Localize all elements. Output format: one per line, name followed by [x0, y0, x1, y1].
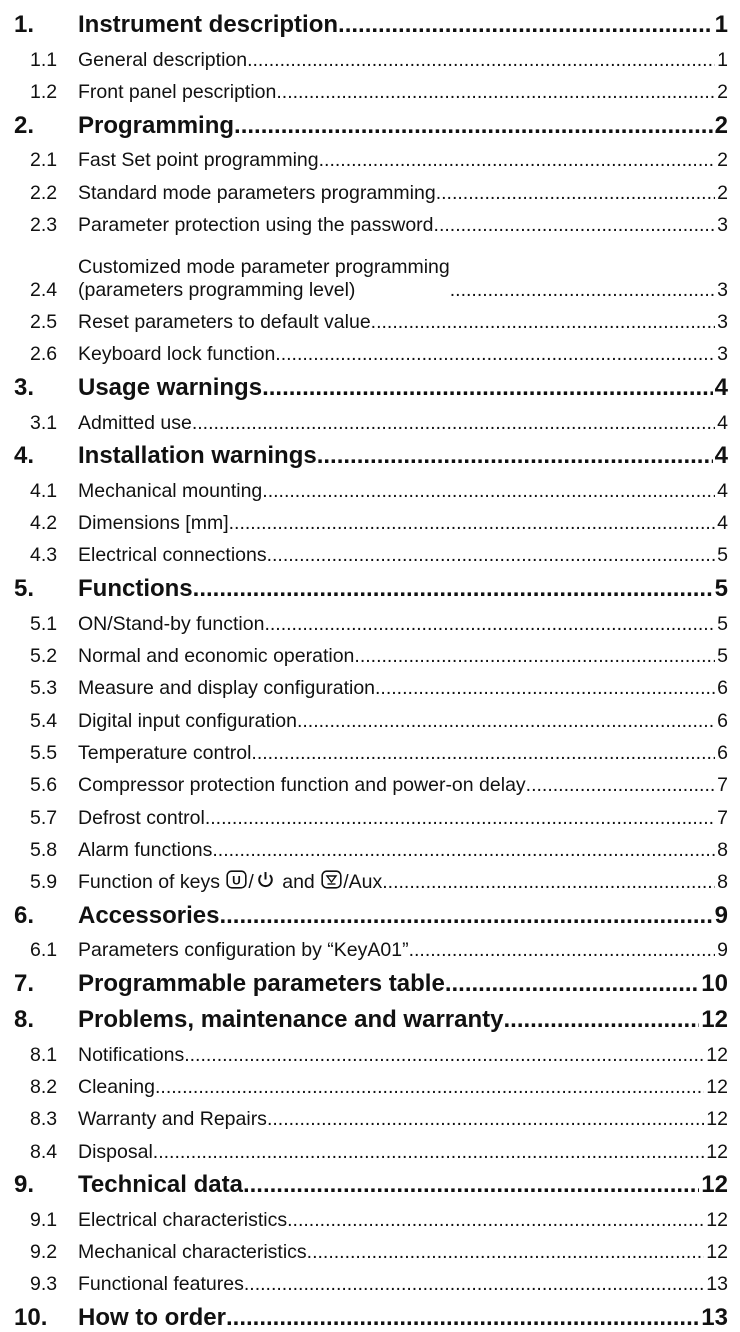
dot-leader: [219, 902, 712, 930]
toc-subsection-row[interactable]: [14, 402, 728, 434]
toc-section-row[interactable]: [14, 567, 728, 603]
toc-page-number: 7: [717, 806, 728, 829]
dot-leader: [193, 575, 713, 603]
dot-leader: [382, 871, 715, 893]
toc-subsection-title: Front panel pescription: [78, 81, 277, 104]
toc-page-number: 5: [717, 612, 728, 635]
toc-subsection-title: Fast Set point programming: [78, 149, 319, 172]
toc-subsection-title: Keyboard lock function: [78, 343, 276, 366]
dot-leader: [244, 1273, 704, 1295]
toc-subsection-title: Customized mode parameter programming (parameters programming level): [78, 256, 450, 301]
toc-section-row[interactable]: [14, 962, 728, 998]
toc-page-number: 7: [717, 774, 728, 797]
down-key-icon: [321, 869, 342, 890]
toc-subsection-row[interactable]: [14, 1066, 728, 1098]
toc-subsection-row[interactable]: [14, 1034, 728, 1066]
dot-leader: [371, 311, 715, 333]
toc-page-number: 4: [717, 512, 728, 535]
dot-leader: [184, 1044, 704, 1066]
toc-section-number: 5.: [14, 575, 35, 603]
toc-page-number: 3: [717, 343, 728, 366]
toc-subsection-number: 5.8: [30, 838, 58, 861]
dot-leader: [287, 1209, 704, 1231]
toc-section-title: Instrument description: [78, 11, 339, 39]
toc-page-number: 5: [717, 544, 728, 567]
dot-leader: [153, 1141, 705, 1163]
toc-section-number: 8.: [14, 1006, 35, 1034]
toc-page-number: 2: [717, 181, 728, 204]
dot-leader: [450, 279, 715, 301]
toc-subsection-row[interactable]: [14, 1131, 728, 1163]
toc-subsection-number: 5.1: [30, 612, 58, 635]
toc-subsection-row[interactable]: [14, 1199, 728, 1231]
toc-page-number: 12: [706, 1043, 728, 1066]
dot-leader: [297, 710, 715, 732]
toc-subsection-row[interactable]: [14, 930, 728, 962]
toc-subsection-title: Electrical connections: [78, 544, 267, 567]
toc-page-number: 1: [714, 11, 728, 39]
dot-leader: [205, 807, 715, 829]
toc-page-number: 12: [706, 1108, 728, 1131]
dot-leader: [375, 677, 715, 699]
dot-leader: [276, 81, 715, 103]
toc-section-row[interactable]: [14, 894, 728, 930]
dot-leader: [434, 214, 716, 236]
toc-page-number: 8: [717, 871, 728, 894]
toc-section-row[interactable]: [14, 434, 728, 470]
dot-leader: [226, 1304, 699, 1332]
toc-page-number: 4: [714, 442, 728, 470]
toc-subsection-row[interactable]: [14, 1264, 728, 1296]
toc-subsection-number: 1.2: [30, 81, 58, 104]
dot-leader: [264, 613, 715, 635]
toc-subsection-title: Admitted use: [78, 411, 192, 434]
toc-subsection-number: 9.1: [30, 1208, 58, 1231]
toc-page-number: 4: [714, 374, 728, 402]
power-icon: [255, 869, 276, 890]
dot-leader: [192, 412, 715, 434]
toc-subsection-number: 4.3: [30, 544, 58, 567]
toc-subsection-title: Function of keys U / and /Aux: [78, 871, 383, 894]
toc-subsection-row[interactable]: [14, 140, 728, 172]
dot-leader: [234, 112, 713, 140]
toc-subsection-number: 6.1: [30, 939, 58, 962]
toc-subsection-title: Parameters configuration by “KeyA01”: [78, 939, 409, 962]
toc-section-title: How to order: [78, 1304, 226, 1332]
toc-page-number: 12: [701, 1006, 728, 1034]
toc-subsection-title: Mechanical mounting: [78, 479, 263, 502]
toc-subsection-number: 2.6: [30, 343, 58, 366]
toc-section-title: Accessories: [78, 901, 220, 929]
toc-subsection-number: 2.4: [30, 278, 58, 301]
toc-section-row[interactable]: [14, 998, 728, 1034]
u-key-icon: [226, 869, 247, 890]
toc-subsection-row[interactable]: [14, 1231, 728, 1263]
toc-subsection-row[interactable]: [14, 204, 728, 236]
dot-leader: [436, 182, 715, 204]
toc-subsection-row[interactable]: [14, 1098, 728, 1130]
dot-leader: [317, 442, 713, 470]
toc-subsection-title-line2: (parameters programming level): [78, 278, 356, 301]
dot-leader: [267, 544, 716, 566]
toc-subsection-number: 3.1: [30, 411, 58, 434]
toc-subsection-row[interactable]: [14, 635, 728, 667]
svg-text:U: U: [232, 873, 242, 888]
dot-leader: [243, 1171, 699, 1199]
toc-page-number: 12: [706, 1208, 728, 1231]
toc-page-number: 5: [717, 645, 728, 668]
toc-subsection-row[interactable]: [14, 301, 728, 333]
toc-subsection-number: 9.3: [30, 1273, 58, 1296]
toc-subsection-row[interactable]: [14, 172, 728, 204]
toc-section-title: Technical data: [78, 1171, 243, 1199]
toc-subsection-number: 2.3: [30, 214, 58, 237]
toc-subsection-row[interactable]: [14, 333, 728, 365]
toc-subsection-title: Alarm functions: [78, 838, 213, 861]
dot-leader: [155, 1076, 704, 1098]
toc-page-number: 10: [701, 970, 728, 998]
toc-section-number: 7.: [14, 970, 35, 998]
toc-page-number: 2: [714, 112, 728, 139]
toc-subsection-number: 8.2: [30, 1076, 58, 1098]
toc-subsection-number: 5.9: [30, 871, 58, 894]
toc-subsection-title: General description: [78, 48, 248, 71]
toc-page-number: 1: [717, 48, 728, 71]
toc-page-number: 12: [706, 1076, 728, 1098]
toc-section-row[interactable]: [14, 1163, 728, 1199]
toc-page-number: 6: [717, 741, 728, 764]
toc-subsection-row[interactable]: [14, 732, 728, 764]
toc-section-title: Programming: [78, 112, 235, 139]
toc-subsection-row[interactable]: [14, 700, 728, 732]
toc-section-title: Programmable parameters table: [78, 970, 445, 998]
toc-subsection-title: Measure and display configuration: [78, 677, 376, 700]
toc-section-row[interactable]: [14, 1296, 728, 1332]
toc-section-title: Problems, maintenance and warranty: [78, 1006, 504, 1034]
toc-page-number: 13: [701, 1304, 728, 1332]
dot-leader: [262, 480, 715, 502]
toc-subsection-number: 4.2: [30, 512, 58, 535]
toc-subsection-row[interactable]: [14, 470, 728, 502]
toc-subsection-title: Normal and economic operation: [78, 645, 355, 668]
toc-subsection-number: 5.5: [30, 741, 58, 764]
toc-subsection-title: Functional features: [78, 1273, 244, 1296]
toc-section-row[interactable]: [14, 104, 728, 140]
toc-section-number: 6.: [14, 901, 35, 929]
toc-subsection-title: Digital input configuration: [78, 709, 297, 732]
toc-page-number: 9: [714, 901, 728, 929]
dot-leader: [319, 149, 716, 171]
toc-subsection-number: 9.2: [30, 1241, 58, 1264]
toc-page-number: 12: [706, 1140, 728, 1163]
toc-subsection-row[interactable]: [14, 667, 728, 699]
toc-subsection-number: 2.2: [30, 181, 58, 204]
toc-subsection-title: Cleaning: [78, 1076, 155, 1098]
toc-subsection-number: 1.1: [30, 48, 58, 71]
toc-subsection-row[interactable]: [14, 502, 728, 534]
toc-subsection-row[interactable]: [14, 764, 728, 796]
toc-section-number: 9.: [14, 1171, 35, 1199]
toc-subsection-number: 8.1: [30, 1043, 58, 1066]
toc-subsection-number: 5.4: [30, 709, 58, 732]
toc-section-number: 1.: [14, 11, 35, 39]
dot-leader: [354, 645, 715, 667]
toc-section-title: Installation warnings: [78, 442, 317, 470]
toc-subsection-title: Mechanical characteristics: [78, 1241, 307, 1264]
toc-section-title: Usage warnings: [78, 374, 263, 402]
toc-page-number: 6: [717, 709, 728, 732]
dot-leader: [251, 742, 715, 764]
toc-subsection-number: 2.1: [30, 149, 58, 172]
toc-subsection-number: 5.3: [30, 677, 58, 700]
toc-subsection-number: 2.5: [30, 310, 58, 333]
toc-subsection-title: Electrical characteristics: [78, 1208, 288, 1231]
toc-page-number: 2: [717, 81, 728, 104]
dot-leader: [275, 343, 715, 365]
toc-section-number: 10.: [14, 1304, 48, 1332]
dot-leader: [262, 374, 713, 402]
toc-page-number: 12: [706, 1241, 728, 1264]
toc-page-number: 9: [717, 939, 728, 962]
dot-leader: [338, 11, 713, 39]
dot-leader: [526, 774, 715, 796]
toc-subsection-row[interactable]: [14, 535, 728, 567]
toc-section-number: 2.: [14, 112, 35, 139]
toc-subsection-title: Disposal: [78, 1140, 153, 1163]
toc-page-number: 3: [717, 278, 728, 301]
toc-page-number: 8: [717, 838, 728, 861]
toc-subsection-title: ON/Stand-by function: [78, 612, 265, 635]
toc-subsection-title: Temperature control: [78, 741, 252, 764]
toc-subsection-number: 5.2: [30, 645, 58, 668]
toc-subsection-number: 8.3: [30, 1108, 58, 1131]
toc-subsection-row[interactable]: [14, 236, 728, 301]
toc-subsection-title: Parameter protection using the password: [78, 214, 434, 237]
toc-section-number: 4.: [14, 442, 35, 470]
toc-subsection-title: Notifications: [78, 1043, 185, 1066]
toc-page-number: 13: [706, 1273, 728, 1296]
toc-subsection-title: Warranty and Repairs: [78, 1108, 267, 1131]
toc-page-number: 3: [717, 310, 728, 333]
toc-subsection-number: 5.7: [30, 806, 58, 829]
dot-leader: [229, 512, 716, 534]
dot-leader: [409, 939, 716, 961]
dot-leader: [445, 970, 699, 998]
toc-page-number: 2: [717, 149, 728, 172]
toc-page-number: 3: [717, 214, 728, 237]
toc-section-row[interactable]: [14, 366, 728, 402]
toc-subsection-title: Dimensions [mm]: [78, 512, 229, 535]
toc-subsection-row[interactable]: [14, 71, 728, 103]
dot-leader: [267, 1108, 704, 1130]
toc-subsection-number: 5.6: [30, 774, 58, 797]
toc-subsection-title: Standard mode parameters programming: [78, 181, 436, 204]
table-of-contents: [14, 3, 728, 1332]
dot-leader: [503, 1006, 699, 1034]
toc-page-number: 6: [717, 677, 728, 700]
dot-leader: [247, 49, 715, 71]
toc-subsection-title: Reset parameters to default value: [78, 310, 371, 333]
toc-section-number: 3.: [14, 374, 35, 402]
toc-subsection-number: 8.4: [30, 1140, 58, 1163]
toc-subsection-row[interactable]: [14, 603, 728, 635]
toc-subsection-number: 4.1: [30, 479, 58, 502]
toc-subsection-row[interactable]: [14, 861, 728, 893]
toc-subsection-row[interactable]: [14, 39, 728, 71]
dot-leader: [212, 839, 715, 861]
toc-section-row[interactable]: [14, 3, 728, 39]
dot-leader: [307, 1241, 705, 1263]
toc-subsection-row[interactable]: [14, 797, 728, 829]
toc-section-title: Functions: [78, 575, 193, 603]
toc-subsection-title: Defrost control: [78, 806, 205, 829]
toc-page-number: 4: [717, 411, 728, 434]
toc-page-number: 4: [717, 479, 728, 502]
toc-page-number: 5: [714, 575, 728, 603]
toc-page-number: 12: [701, 1171, 728, 1199]
toc-subsection-title: Compressor protection function and power-on delay: [78, 774, 526, 797]
toc-subsection-row[interactable]: [14, 829, 728, 861]
